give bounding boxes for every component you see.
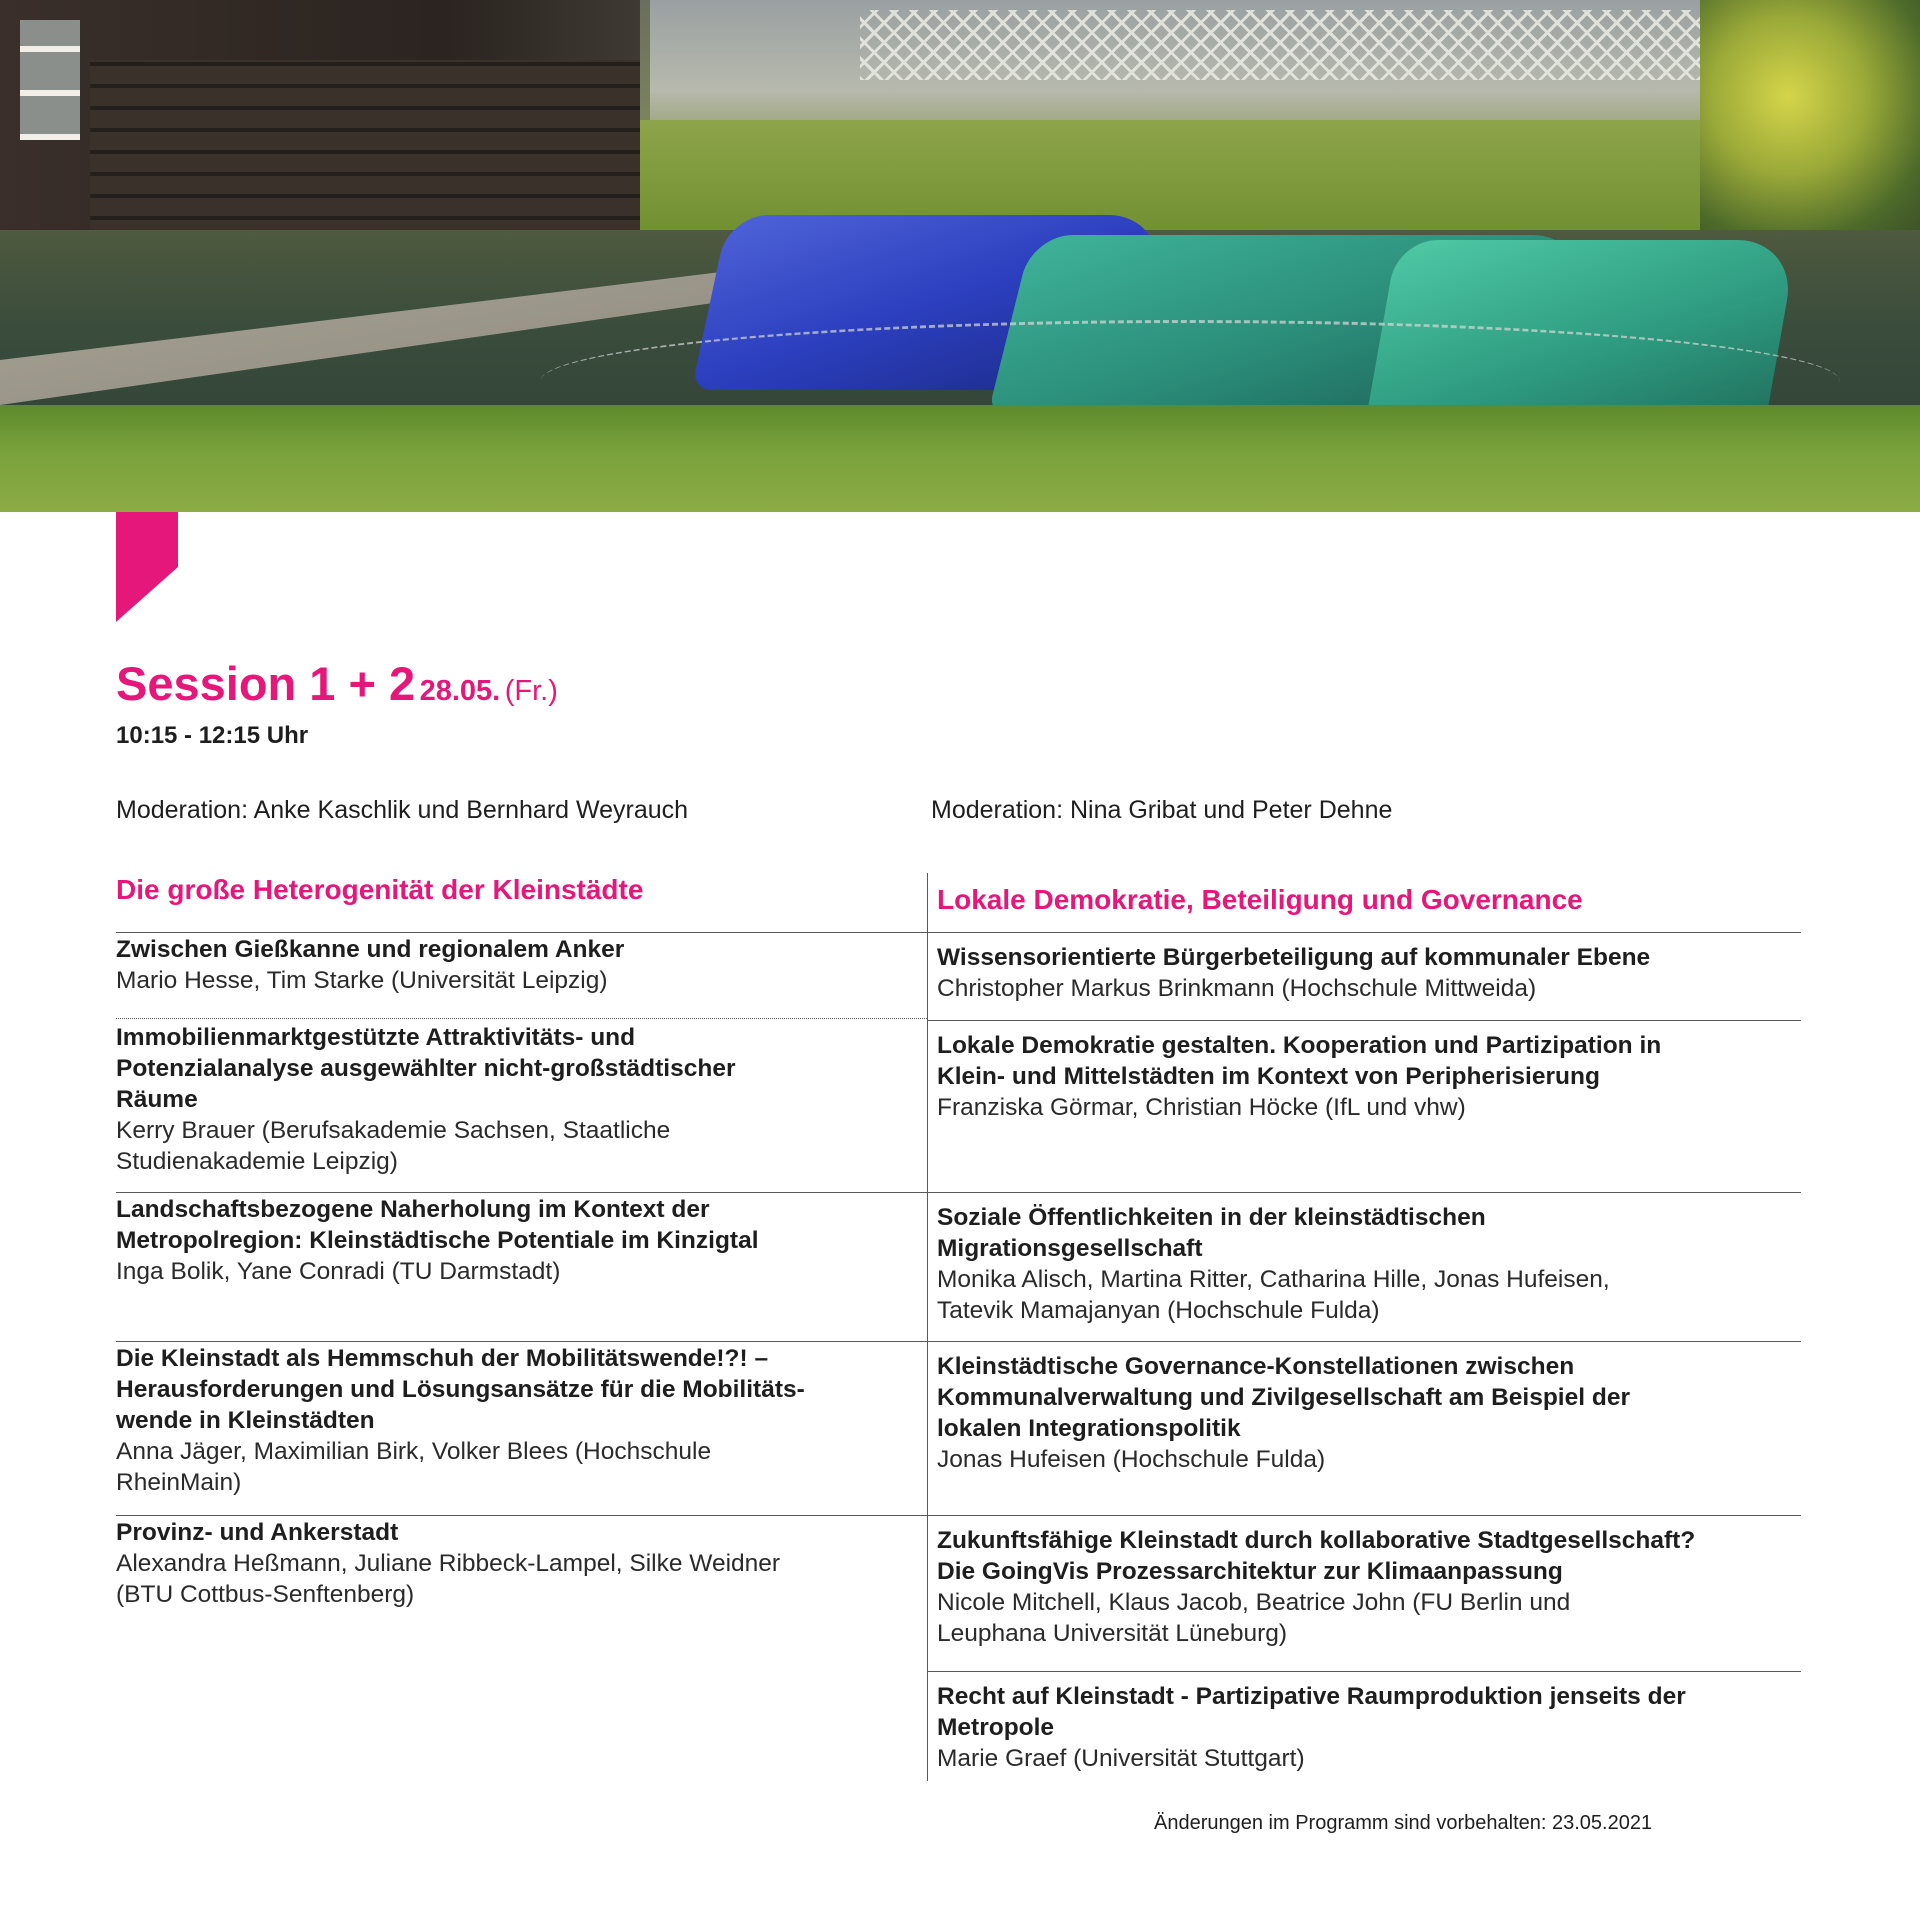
entry-title: Wissensorientierte Bürgerbeteiligung auf kommunaler Ebene [937, 944, 1651, 971]
right-entry-5 [937, 1525, 1807, 1649]
left-entry-4 [116, 1343, 921, 1498]
entry-authors: Nicole Mitchell, Klaus Jacob, Beatrice John (FU Berlin und Leuphana Universität Lüneburg) [937, 1589, 1571, 1647]
footer-note: Änderungen im Programm sind vorbehalten: 23.05.2021 [1154, 1812, 1653, 1834]
session-date: 28.05. [419, 675, 501, 707]
photo-lawn-bottom [0, 405, 1920, 512]
photo-tree [1700, 0, 1920, 240]
row-divider [927, 932, 1801, 933]
entry-authors: Kerry Brauer (Berufsakademie Sachsen, Staatliche Studienakademie Leipzig) [116, 1117, 671, 1175]
row-divider [116, 1515, 927, 1516]
session-day: (Fr.) [504, 675, 558, 707]
entry-title: Lokale Demokratie gestalten. Kooperation und Partizipation in Klein- und Mittelstädten im Kontext von Peripherisierung [937, 1032, 1662, 1090]
entry-title: Kleinstädtische Governance-Konstellationen zwischen Kommunalverwaltung und Zivilgesellschaft am Beispiel der lokalen Integrationspolitik [937, 1353, 1630, 1442]
photo-house [0, 0, 640, 260]
entry-authors: Franziska Görmar, Christian Höcke (IfL und vhw) [937, 1094, 1466, 1121]
row-divider [927, 1341, 1801, 1342]
session-time: 10:15 - 12:15 Uhr [116, 722, 309, 749]
left-entry-2 [116, 1022, 921, 1177]
entry-authors: Alexandra Heßmann, Juliane Ribbeck-Lampel, Silke Weidner (BTU Cottbus-Senftenberg) [116, 1550, 781, 1608]
right-entry-2 [937, 1030, 1807, 1123]
column-divider [927, 873, 928, 1781]
left-entry-3 [116, 1194, 921, 1287]
row-divider [116, 1018, 927, 1019]
entry-title: Landschaftsbezogene Naherholung im Kontext der Metropolregion: Kleinstädtische Potentiale im Kinzigtal [116, 1196, 759, 1254]
left-entry-1 [116, 934, 921, 996]
header-photo [0, 0, 1920, 512]
row-divider [927, 1020, 1801, 1021]
entry-title: Soziale Öffentlichkeiten in der kleinstädtischen Migrationsgesellschaft [937, 1204, 1486, 1262]
row-divider [927, 1515, 1801, 1516]
row-divider [927, 1192, 1801, 1193]
right-entry-4 [937, 1351, 1807, 1475]
row-divider [116, 1192, 927, 1193]
entry-authors: Christopher Markus Brinkmann (Hochschule Mittweida) [937, 975, 1537, 1002]
entry-authors: Jonas Hufeisen (Hochschule Fulda) [937, 1446, 1326, 1473]
entry-title: Provinz- und Ankerstadt [116, 1519, 399, 1546]
entry-authors: Inga Bolik, Yane Conradi (TU Darmstadt) [116, 1258, 561, 1285]
column-heading-right: Lokale Demokratie, Beteiligung und Governance [937, 884, 1583, 915]
session-title [116, 656, 558, 711]
left-entry-5 [116, 1517, 921, 1610]
right-entry-6 [937, 1681, 1807, 1774]
entry-authors: Anna Jäger, Maximilian Birk, Volker Blees (Hochschule RheinMain) [116, 1438, 712, 1496]
right-entry-1 [937, 942, 1807, 1004]
photo-fence [860, 10, 1720, 80]
session-name: Session 1 + 2 [116, 657, 416, 710]
entry-title: Recht auf Kleinstadt - Partizipative Raumproduktion jenseits der Metropole [937, 1683, 1686, 1741]
moderation-right: Moderation: Nina Gribat und Peter Dehne [931, 796, 1393, 824]
entry-title: Zwischen Gießkanne und regionalem Anker [116, 936, 625, 963]
entry-authors: Mario Hesse, Tim Starke (Universität Leipzig) [116, 967, 608, 994]
entry-title: Die Kleinstadt als Hemmschuh der Mobilitätswende!?! – Herausforderungen und Lösungsansätze für die Mobilitäts- wende in Kleinstädten [116, 1345, 805, 1434]
row-divider [116, 1341, 927, 1342]
entry-authors: Monika Alisch, Martina Ritter, Catharina Hille, Jonas Hufeisen, Tatevik Mamajanyan (Hochschule Fulda) [937, 1266, 1610, 1324]
row-divider [927, 1671, 1801, 1672]
moderation-left: Moderation: Anke Kaschlik und Bernhard Weyrauch [116, 796, 689, 824]
entry-authors: Marie Graef (Universität Stuttgart) [937, 1745, 1305, 1772]
right-entry-3 [937, 1202, 1807, 1326]
accent-marker [116, 512, 178, 622]
row-divider [116, 932, 927, 933]
column-heading-left: Die große Heterogenität der Kleinstädte [116, 874, 644, 905]
entry-title: Immobilienmarktgestützte Attraktivitäts- und Potenzialanalyse ausgewählter nicht-großstädtischer Räume [116, 1024, 736, 1113]
entry-title: Zukunftsfähige Kleinstadt durch kollaborative Stadtgesellschaft? Die GoingVis Prozessarchitektur zur Klimaanpassung [937, 1527, 1696, 1585]
photo-house-window [20, 20, 80, 140]
